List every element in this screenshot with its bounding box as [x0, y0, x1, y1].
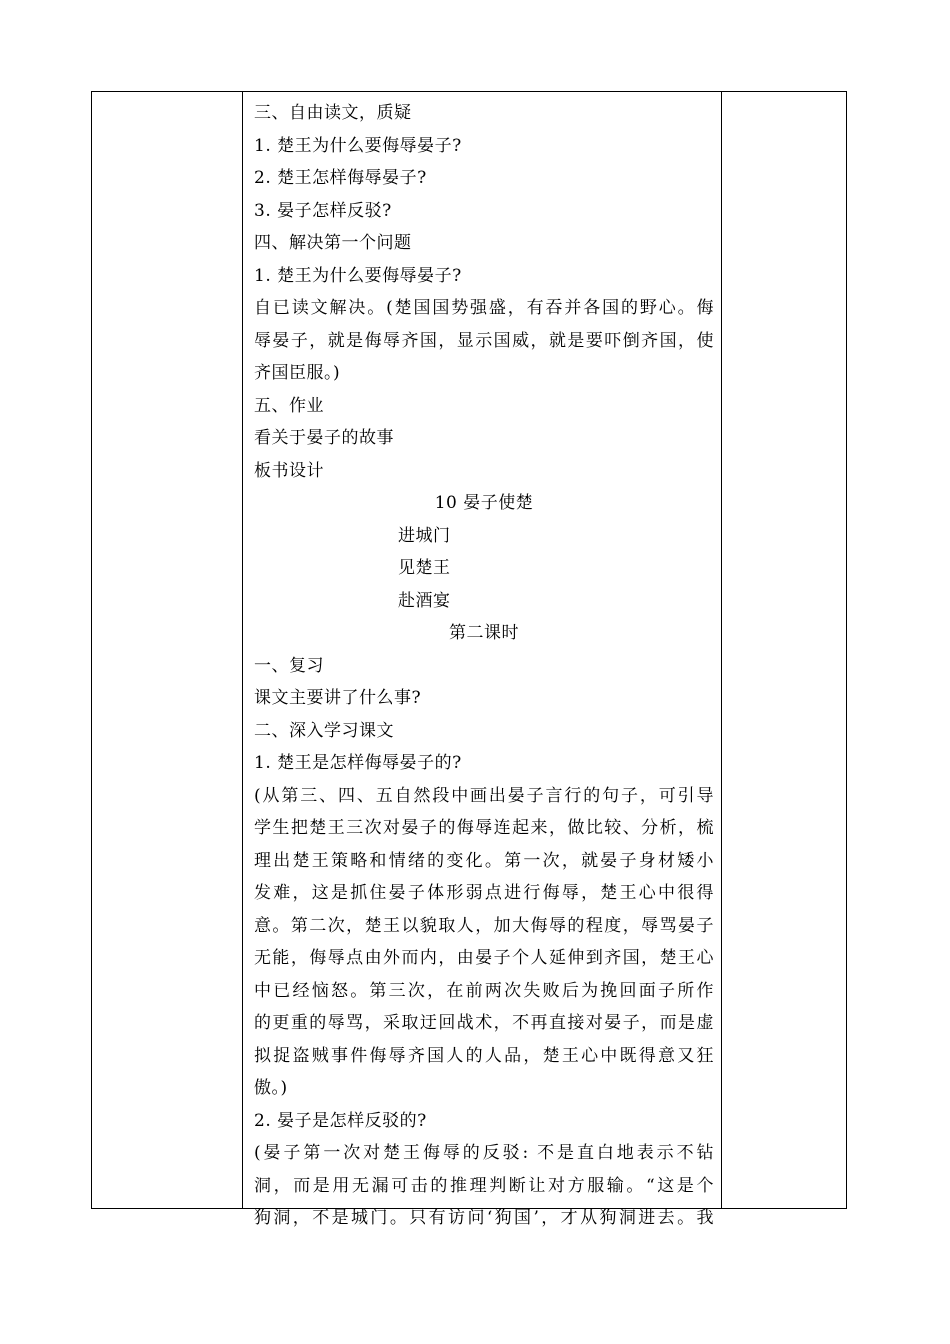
content-line: 三、自由读文，质疑: [254, 103, 412, 123]
content-line: 进城门: [398, 525, 451, 546]
content-line: 板书设计: [254, 460, 324, 481]
lesson-content-cell: [254, 97, 714, 1235]
content-line: 四、解决第一个问题: [254, 233, 412, 253]
content-line: (从第三、四、五自然段中画出晏子言行的句子，可引导: [254, 785, 714, 806]
content-line: 理出楚王策略和情绪的变化。第一次，就晏子身材矮小: [254, 850, 714, 871]
content-line: 课文主要讲了什么事?: [254, 688, 422, 708]
lesson-plan-table: [91, 91, 847, 1228]
content-line: 拟捉盗贼事件侮辱齐国人的人品，楚王心中既得意又狂: [254, 1045, 714, 1066]
content-line: 自已读文解决。(楚国国势强盛，有吞并各国的野心。侮: [254, 298, 714, 318]
content-line: 学生把楚王三次对晏子的侮辱连起来，做比较、分析，梳: [254, 818, 714, 838]
content-line: 2. 晏子是怎样反驳的?: [254, 1110, 427, 1131]
content-line: 1. 楚王为什么要侮辱晏子?: [254, 265, 462, 286]
content-line: 看关于晏子的故事: [254, 428, 394, 448]
content-line: 傲。): [254, 1078, 288, 1098]
content-line: 第二课时: [449, 623, 519, 643]
content-line: 1. 楚王是怎样侮辱晏子的?: [254, 753, 462, 773]
content-line: 意。第二次，楚王以貌取人，加大侮辱的程度，辱骂晏子: [254, 915, 714, 936]
content-line: 二、深入学习课文: [254, 720, 394, 741]
content-line: 无能，侮辱点由外而内，由晏子个人延伸到齐国，楚王心: [254, 948, 714, 968]
content-line: 赴酒宴: [398, 590, 451, 611]
content-line: 辱晏子，就是侮辱齐国，显示国威，就是要吓倒齐国，使: [254, 330, 714, 351]
content-line: 1. 楚王为什么要侮辱晏子?: [254, 135, 462, 156]
content-line: 狗洞，不是城门。只有访问‘狗国’，才从狗洞进去。我: [254, 1208, 714, 1228]
column-divider-left: [242, 92, 243, 1208]
content-line: 齐国臣服。): [254, 363, 341, 383]
column-divider-right: [721, 92, 722, 1208]
content-line: 中已经恼怒。第三次，在前两次失败后为挽回面子所作: [254, 980, 714, 1001]
content-line: 发难，这是抓住晏子体形弱点进行侮辱，楚王心中很得: [254, 883, 714, 903]
content-line: 10 晏子使楚: [434, 493, 534, 513]
content-line: 见楚王: [398, 558, 451, 578]
content-line: 五、作业: [254, 395, 324, 416]
content-line: 2. 楚王怎样侮辱晏子?: [254, 168, 427, 188]
content-line: 3. 晏子怎样反驳?: [254, 200, 392, 221]
content-line: (晏子第一次对楚王侮辱的反驳: 不是直白地表示不钻: [254, 1143, 714, 1163]
content-line: 的更重的辱骂，采取迂回战术，不再直接对晏子，而是虚: [254, 1013, 714, 1033]
content-line: 一、复习: [254, 655, 324, 676]
content-line: 洞，而是用无漏可击的推理判断让对方服输。“这是个: [254, 1175, 714, 1196]
